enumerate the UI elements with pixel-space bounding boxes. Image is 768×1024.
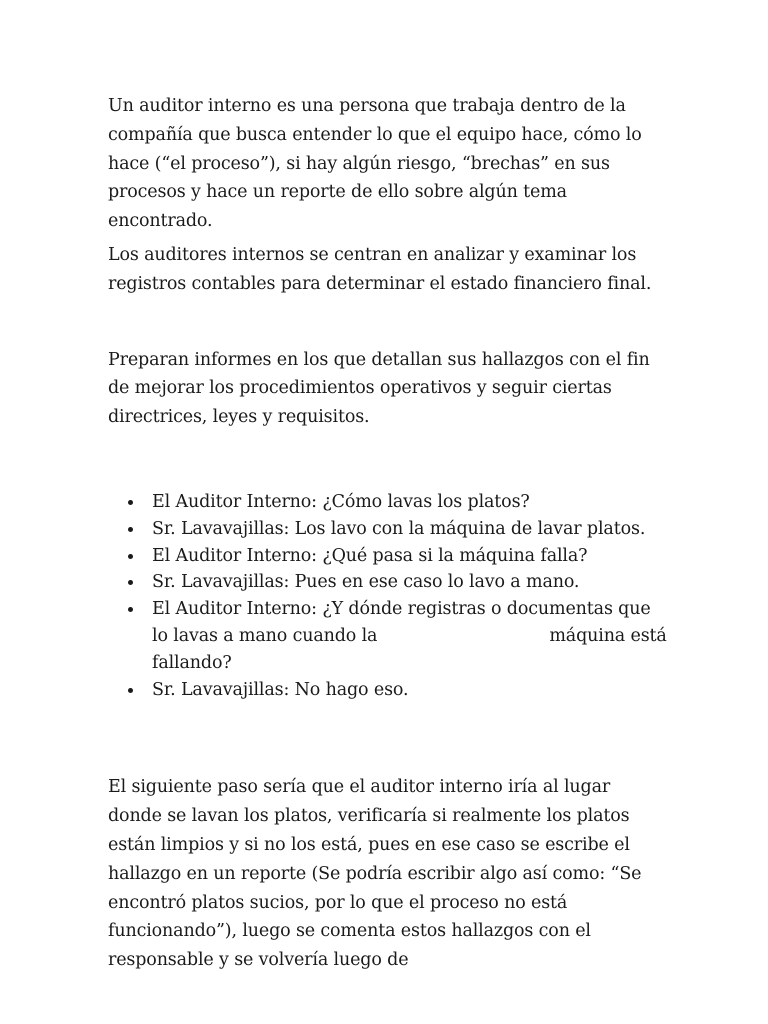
paragraph-reports: Preparan informes en los que detallan sus hallazgos con el fin de mejorar los procedimientos operativos y seguir ciertas directrices, leyes y requisitos. xyxy=(108,349,650,428)
dialogue-list xyxy=(108,489,668,703)
list-item: El Auditor Interno: ¿Cómo lavas los platos? xyxy=(152,489,668,516)
paragraph-next-step: El siguiente paso sería que el auditor interno iría al lugar donde se lavan los platos, verificaría si realmente los platos están limpios y si no los está, pues en ese caso se escribe el hallazgo en un reporte (Se podría escribir algo así como: “Se encontró platos sucios, por lo que el proceso no está funcionando”), luego se comenta estos hallazgos con el responsable y se volvería luego de xyxy=(108,777,642,971)
list-item: El Auditor Interno: ¿Qué pasa si la máquina falla? xyxy=(152,543,668,570)
paragraph-definition: Un auditor interno es una persona que trabaja dentro de la compañía que busca entender lo que el equipo hace, cómo lo hace (“el proceso”), si hay algún riesgo, “brechas” en sus procesos y hace un reporte de ello sobre algún tema encontrado. xyxy=(108,96,642,232)
list-item: Sr. Lavavajillas: Pues en ese caso lo lavo a mano. xyxy=(152,569,668,596)
list-item-text-start: El Auditor Interno: ¿Y dónde registras o documentas que lo lavas a mano cuando la xyxy=(152,599,651,646)
list-item-text-end: máquina está fallando? xyxy=(152,625,667,673)
list-item xyxy=(152,596,668,676)
list-item: Sr. Lavavajillas: Los lavo con la máquina de lavar platos. xyxy=(152,516,668,543)
document-page xyxy=(108,92,668,975)
paragraph-focus: Los auditores internos se centran en analizar y examinar los registros contables para determinar el estado financiero final. xyxy=(108,244,652,294)
list-item: Sr. Lavavajillas: No hago eso. xyxy=(152,677,668,704)
